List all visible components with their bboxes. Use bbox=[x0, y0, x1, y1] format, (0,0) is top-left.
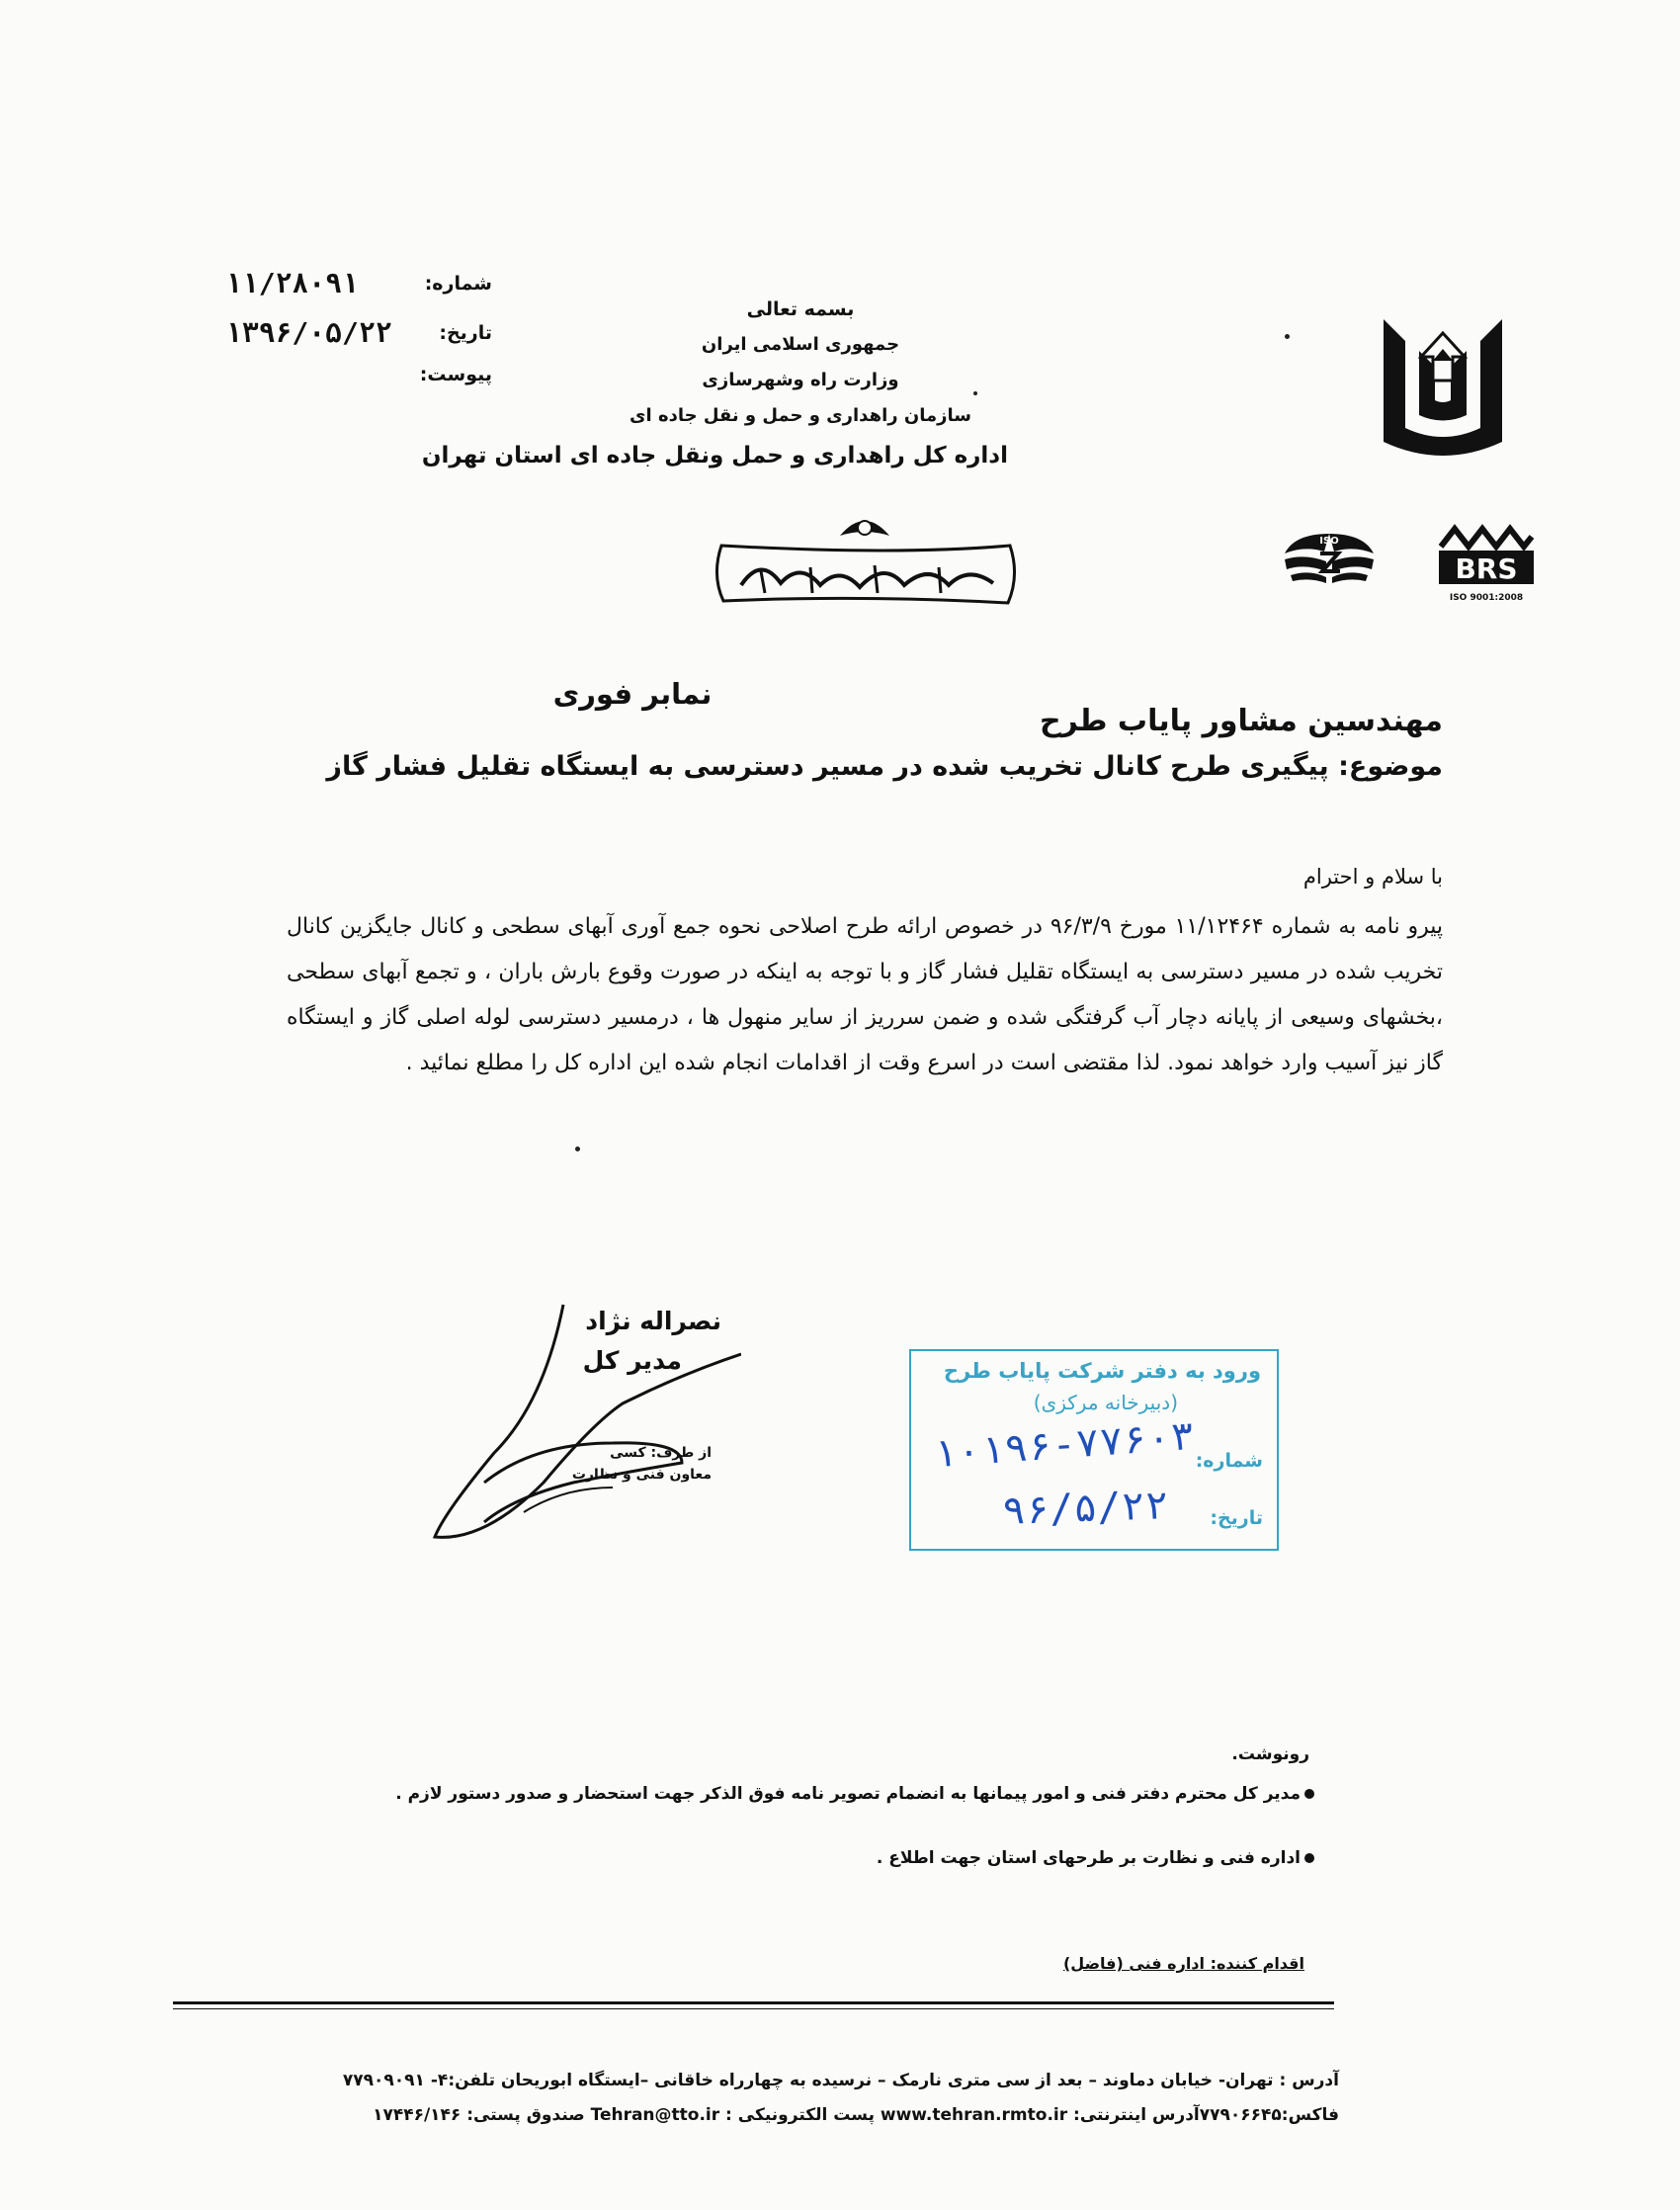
scan-speck bbox=[1285, 334, 1290, 339]
letter-attachment-label: پیوست: bbox=[419, 364, 492, 385]
stamp-date-value: ۹۶/۵/۲۲ bbox=[1001, 1483, 1170, 1534]
action-by: اقدام کننده: اداره فنی (فاضل) bbox=[1062, 1954, 1304, 1973]
stamp-number-value: ۱۰۱۹۶-۷۷۶۰۳ bbox=[931, 1412, 1197, 1478]
stamp-title: ورود به دفتر شرکت پایاب طرح bbox=[943, 1359, 1261, 1383]
cc-item-text: اداره فنی و نظارت بر طرحهای استان جهت اطلاع . bbox=[876, 1848, 1301, 1868]
brs-logo bbox=[1433, 519, 1542, 608]
letter-body: پیرو نامه به شماره ۱۱/۱۲۴۶۴ مورخ ۹۶/۳/۹ در خصوص ارائه طرح اصلاحی نحوه جمع آوری آبهای سطحی و کانال جایگزین کانال تخریب شده در مسیر دسترسی به ایستگاه تقلیل فشار گاز و با توجه به اینکه در صورت وقوع بارش باران ، و تجمع آبهای سطحی ،بخشهای وسیعی از پایانه دچار آب گرفتگی شده و ضمن سرریز از سایر منهول ها ، درمسیر دسترسی لوله اصلی گاز و ایستگاه گاز نیز آسیب وارد خواهد نمود. لذا مقتضی است در اسرع وقت از اقدامات انجام شده این اداره کل را مطلع نمائید . bbox=[287, 914, 1444, 1075]
bullet-icon bbox=[1304, 1853, 1314, 1863]
country-name: جمهوری اسلامی ایران bbox=[701, 334, 900, 355]
cc-item bbox=[425, 1848, 1314, 1868]
cc-item bbox=[395, 1784, 1314, 1804]
brs-label: BRS bbox=[1455, 552, 1518, 585]
fax-urgent-label: نمابر فوری bbox=[552, 677, 713, 711]
letter-date-value: ۱۳۹۶/۰۵/۲۲ bbox=[225, 316, 392, 349]
cc-title: رونوشت. bbox=[1231, 1744, 1309, 1764]
signed-on-behalf: از طرف: کسی bbox=[610, 1445, 712, 1461]
subject-line: موضوع: پیگیری طرح کانال تخریب شده در مسیر دسترسی به ایستگاه تقلیل فشار گاز bbox=[326, 751, 1443, 782]
scan-speck bbox=[575, 1147, 580, 1151]
letter-attachment-row bbox=[225, 358, 492, 393]
bismillah: بسمه تعالی bbox=[746, 298, 855, 320]
footer-contact: فاکس:۷۷۹۰۶۶۴۵آدرس اینترنتی: www.tehran.rmto.ir پست الکترونیکی : Tehran@tto.ir صندوق پستی: ۱۷۴۴۶/۱۴۶ bbox=[373, 2105, 1339, 2125]
greeting: با سلام و احترام bbox=[1302, 865, 1443, 889]
iso-certification-logo-icon bbox=[1275, 524, 1384, 588]
bullet-icon bbox=[1304, 1789, 1314, 1799]
organization-name: سازمان راهداری و حمل و نقل جاده ای bbox=[630, 405, 971, 426]
recipient: مهندسین مشاور پایاب طرح bbox=[1039, 704, 1443, 738]
slogan-calligraphy-badge bbox=[702, 506, 1028, 615]
stamp-number-label: شماره: bbox=[1195, 1450, 1263, 1472]
signature-block bbox=[425, 1285, 741, 1542]
letter-reference bbox=[225, 267, 492, 395]
signatory-title: مدیر کل bbox=[582, 1346, 682, 1375]
footer-divider-thin bbox=[173, 2008, 1334, 2009]
footer-address: آدرس : تهران- خیابان دماوند – بعد از سی متری نارمک – نرسیده به چهارراه خاقانی –ایستگاه ابوریحان تلفن:۴- ۷۷۹۰۹۰۹۱ bbox=[342, 2071, 1339, 2090]
letter-date-row bbox=[225, 316, 492, 352]
signatory-deputy: معاون فنی و نظارت bbox=[571, 1467, 712, 1483]
brs-logo-icon bbox=[1433, 519, 1542, 608]
iso-label: ISO 9001:2008 bbox=[1449, 593, 1524, 603]
received-stamp bbox=[909, 1349, 1279, 1551]
svg-text:ISO: ISO bbox=[1319, 536, 1339, 547]
signatory-name: نصراله نژاد bbox=[585, 1307, 721, 1335]
letter-number-label: شماره: bbox=[424, 273, 492, 295]
stamp-subtitle: (دبیرخانه مرکزی) bbox=[1033, 1391, 1178, 1414]
ministry-name: وزارت راه وشهرسازی bbox=[702, 370, 899, 390]
letter-number-row bbox=[225, 267, 492, 302]
cc-item-text: مدیر کل محترم دفتر فنی و امور پیمانها به انضمام تصویر نامه فوق الذکر جهت استحضار و صدور دستور لازم . bbox=[395, 1784, 1301, 1804]
letter-date-label: تاریخ: bbox=[439, 322, 492, 344]
letter-number-value: ۱۱/۲۸۰۹۱ bbox=[225, 267, 359, 299]
footer-divider bbox=[173, 2001, 1334, 2004]
office-name: اداره کل راهداری و حمل ونقل جاده ای استان تهران bbox=[421, 443, 1008, 468]
road-maintenance-logo-icon bbox=[1374, 311, 1512, 460]
stamp-date-label: تاریخ: bbox=[1210, 1507, 1263, 1529]
scan-speck bbox=[973, 391, 977, 395]
